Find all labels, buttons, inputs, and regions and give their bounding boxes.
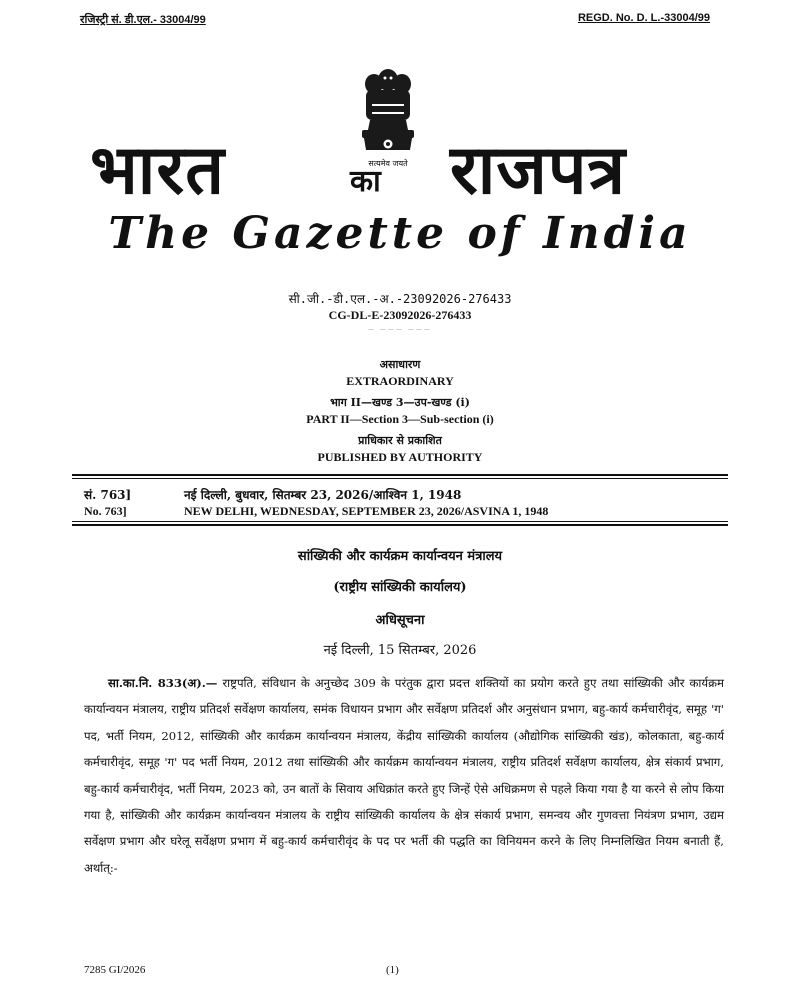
part-section-english: PART II—Section 3—Sub-section (i) xyxy=(306,412,494,426)
emblem-motto: सत्यमेव जयते xyxy=(368,159,408,168)
page-number: (1) xyxy=(386,964,399,976)
notification-body xyxy=(84,670,724,881)
gazette-code-faint: — ——— ——— xyxy=(368,326,432,333)
masthead-hindi-word-2: का xyxy=(350,164,381,199)
notification-number: सा.का.नि. 833(अ).— xyxy=(108,676,218,690)
masthead-english: The Gazette of India xyxy=(108,208,692,259)
issue-date-hindi: नई दिल्ली, बुधवार, सितम्बर 23, 2026/आश्विन 1, 1948 xyxy=(184,488,462,502)
registration-number-english: REGD. No. D. L.-33004/99 xyxy=(577,12,710,24)
extraordinary-english: EXTRAORDINARY xyxy=(346,374,454,388)
extraordinary-hindi: असाधारण xyxy=(379,358,421,371)
part-section-hindi: भाग II—खण्ड 3—उप-खण्ड (i) xyxy=(330,396,470,409)
published-by-authority-english: PUBLISHED BY AUTHORITY xyxy=(317,450,483,464)
ministry-name: सांख्यिकी और कार्यक्रम कार्यान्वयन मंत्रालय xyxy=(297,549,503,564)
footer-reference: 7285 GI/2026 xyxy=(84,964,146,976)
issue-number-english: No. 763] xyxy=(84,504,127,518)
issue-number-hindi: सं. 763] xyxy=(84,488,132,502)
masthead-hindi-word-1: भारत xyxy=(90,131,225,210)
masthead-hindi-word-3: राजपत्र xyxy=(450,131,627,210)
published-by-authority-hindi: प्राधिकार से प्रकाशित xyxy=(358,434,442,447)
divider-top-thin xyxy=(72,478,728,479)
office-name: (राष्ट्रीय सांख्यिकी कार्यालय) xyxy=(333,580,467,595)
notification-text: राष्ट्रपति, संविधान के अनुच्छेद 309 के परंतुक द्वारा प्रदत्त शक्तियों का प्रयोग करते हुए तथा सांख्यिकी और कार्यक्रम कार्यान्वयन मंत्रालय, राष्ट्रीय प्रतिदर्श सर्वेक्षण कार्यालय, समंक विधायन प्रभाग और सर्वेक्षण प्रतिदर्श और अनुसंधान प्रभाग, बहु-कार्य कर्मचारीवृंद, समूह 'ग' पद, भर्ती नियम, 2012, सांख्यिकी और कार्यक्रम कार्यान्वयन मंत्रालय, केंद्रीय सांख्यिकी कार्यालय (औद्योगिक सांख्यिकी खंड), कोलकाता, बहु-कार्य कर्मचारीवृंद, समूह 'ग' पद भर्ती नियम, 2012 तथा सांख्यिकी और कार्यक्रम कार्यान्वयन मंत्रालय, राष्ट्रीय प्रतिदर्श सर्वेक्षण कार्यालय, क्षेत्र संकार्य प्रभाग, बहु-कार्य कर्मचारीवृंद, भर्ती नियम, 2023 को, उन बातों के सिवाय अधिक्रांत करते हुए जिन्हें ऐसे अधिक्रमण से पहले किया गया है या करने से लोप किया गया है, सांख्यिकी और कार्यक्रम कार्यान्वयन मंत्रालय के राष्ट्रीय सांख्यिकी कार्यालय के क्षेत्र संकार्य प्रभाग, समन्वय और गुणवत्ता नियंत्रण प्रभाग, उद्यम सर्वेक्षण प्रभाग और घरेलू सर्वेक्षण प्रभाग में बहु-कार्य कर्मचारीवृंद के पद पर भर्ती की पद्धति का विनियमन करने के लिए निम्नलिखित नियम बनाती हैं, अर्थात्:- xyxy=(84,676,724,875)
divider-bottom-thin xyxy=(72,521,728,522)
divider-bottom-thick xyxy=(72,524,728,526)
registration-number-hindi: रजिस्ट्री सं. डी.एल.- 33004/99 xyxy=(80,14,206,26)
notification-heading: अधिसूचना xyxy=(375,613,425,628)
gazette-code-english: CG-DL-E-23092026-276433 xyxy=(328,308,472,322)
divider-top-thick xyxy=(72,474,728,476)
notification-place-date: नई दिल्ली, 15 सितम्बर, 2026 xyxy=(323,643,477,658)
issue-date-english: NEW DELHI, WEDNESDAY, SEPTEMBER 23, 2026/ASVINA 1, 1948 xyxy=(184,504,549,518)
masthead-hindi xyxy=(80,130,720,212)
gazette-code-hindi: सी.जी.-डी.एल.-अ.-23092026-276433 xyxy=(288,292,512,306)
